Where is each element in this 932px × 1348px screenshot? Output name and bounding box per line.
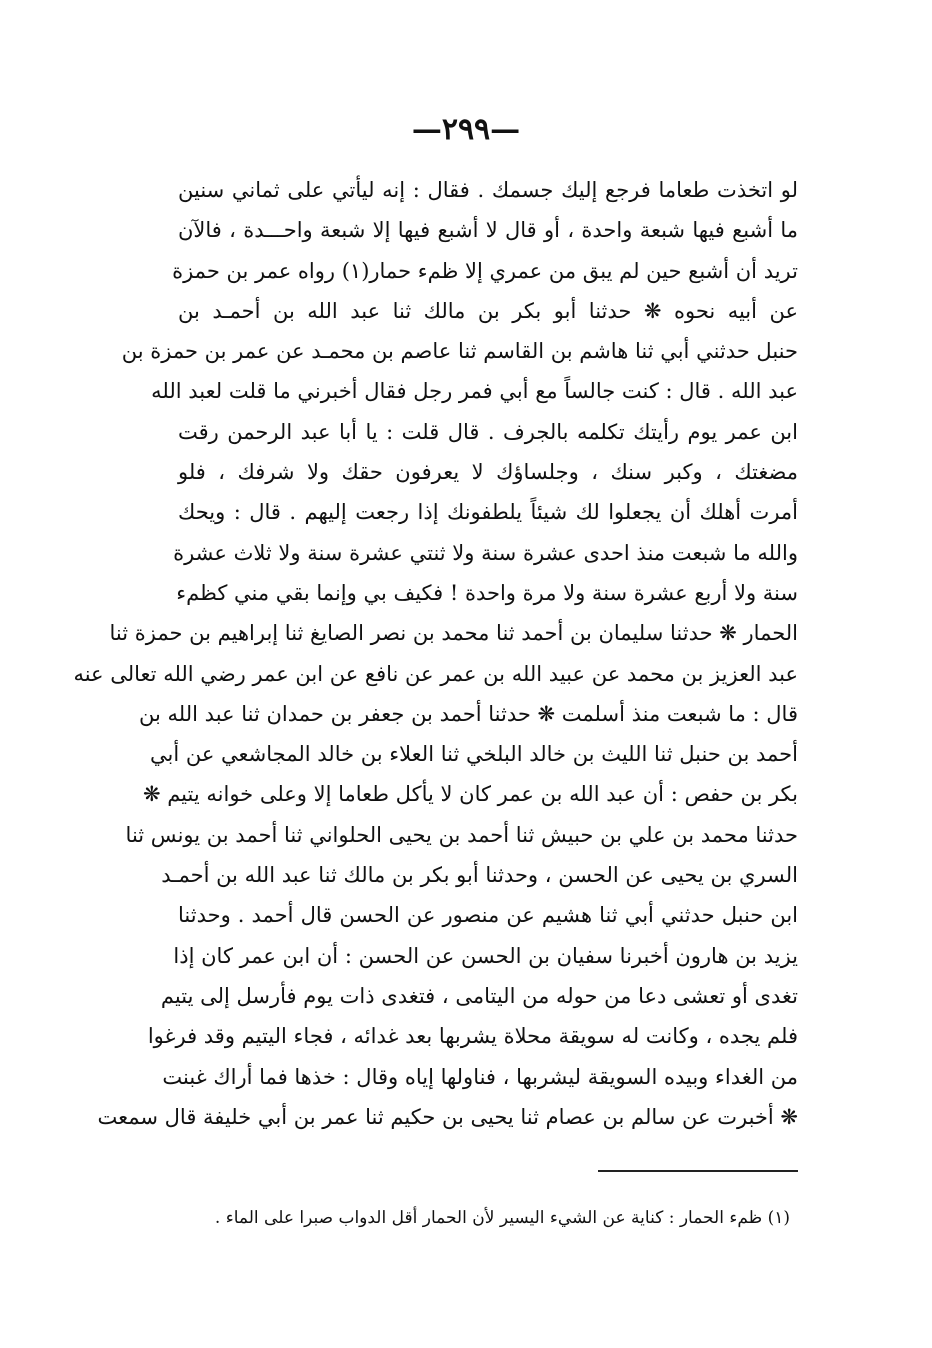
text-line: والله ما شبعت منذ احدى عشرة سنة ولا ثنتي عشرة سنة ولا ثلاث عشرة — [173, 540, 798, 565]
text-line: مضغتك ، وكبر سنك ، وجلساؤك لا يعرفون حقك ولا شرفك ، فلو — [178, 460, 798, 485]
text-line: بكر بن حفص : أن عبد الله بن عمر كان لا يأكل طعاما إلا وعلى خوانه يتيم ❋ — [142, 782, 798, 807]
text-line: حدثنا محمد بن علي بن حبيش ثنا أحمد بن يحيى الحلواني ثنا أحمد بن يونس ثنا — [125, 822, 798, 847]
text-line: أمرت أهلك أن يجعلوا لك شيئاً يلطفونك إذا رجعت إليهم . قال : ويحك — [178, 500, 798, 525]
text-line: قال : ما شبعت منذ أسلمت ❋ حدثنا أحمد بن جعفر بن حمدان ثنا عبد الله بن — [139, 701, 798, 726]
text-line: أحمد بن حنبل ثنا الليث بن خالد البلخي ثنا العلاء بن خالد المجاشعي عن أبي — [150, 742, 798, 767]
text-line: الحمار ❋ حدثنا سليمان بن أحمد ثنا محمد بن نصر الصايغ ثنا إبراهيم بن حمزة ثنا — [109, 621, 798, 646]
text-line: لو اتخذت طعاما فرجع إليك جسمك . فقال : إنه ليأتي على ثماني سنين — [178, 178, 798, 202]
text-line: عبد الله . قال : كنت جالساً مع أبي فمر رجل فقال أخبرني ما قلت لعبد الله — [151, 379, 798, 404]
text-line: حنبل حدثني أبي ثنا هاشم بن القاسم ثنا عاصم بن محمـد عن عمر بن حمزة بن — [121, 339, 798, 364]
body-text — [73, 170, 798, 1137]
text-line: ما أشبع فيها شبعة واحدة ، أو قال لا أشبع فيها إلا شبعة واحـــدة ، فالآن — [178, 218, 798, 243]
text-line: ❋ أخبرت عن سالم بن عصام ثنا يحيى بن حكيم ثنا عمر بن أبي خليفة قال سمعت — [97, 1104, 798, 1129]
text-line: ابن حنبل حدثني أبي ثنا هشيم عن منصور عن الحسن قال أحمد . وحدثنا — [178, 903, 798, 928]
text-line: السري بن يحيى عن الحسن ، وحدثنا أبو بكر بن مالك ثنا عبد الله بن أحمـد — [161, 863, 798, 888]
text-line: يزيد بن هارون أخبرنا سفيان بن الحسن عن الحسن : أن ابن عمر كان إذا — [173, 943, 798, 968]
text-line: من الغداء وبيده السويقة ليشربها ، فناولها إياه وقال : خذها فما أراك غبنت — [162, 1064, 798, 1089]
text-line: عن أبيه نحوه ❋ حدثنا أبو بكر بن مالك ثنا عبد الله بن أحمـد بن — [178, 298, 798, 323]
footnote: (١) ظمء الحمار : كناية عن الشيء اليسير لأن الحمار أقل الدواب صبرا على الماء . — [214, 1208, 790, 1228]
text-line: سنة ولا أربع عشرة سنة ولا مرة واحدة ! فكيف بي وإنما بقي مني كظمء — [176, 580, 798, 605]
page-number: —٢٩٩— — [411, 112, 521, 147]
text-line: عبد العزيز بن محمد عن عبيد الله بن عمر عن نافع عن ابن عمر رضي الله تعالى عنه — [73, 661, 798, 686]
text-line: تريد أن أشبع حين لم يبق من عمري إلا ظمء حمار(١) رواه عمر بن حمزة — [172, 258, 798, 283]
text-line: ابن عمر يوم رأيتك تكلمه بالجرف . قال قلت : يا أبا عبد الرحمن رقت — [178, 419, 798, 444]
text-line: تغدى أو تعشى دعا من حوله من اليتامى ، فتغدى ذات يوم فأرسل إلى يتيم — [160, 983, 798, 1008]
text-line: فلم يجده ، وكانت له سويقة محلاة يشربها بعد غدائه ، فجاء اليتيم وقد فرغوا — [147, 1024, 798, 1049]
footnote-divider — [598, 1170, 798, 1172]
